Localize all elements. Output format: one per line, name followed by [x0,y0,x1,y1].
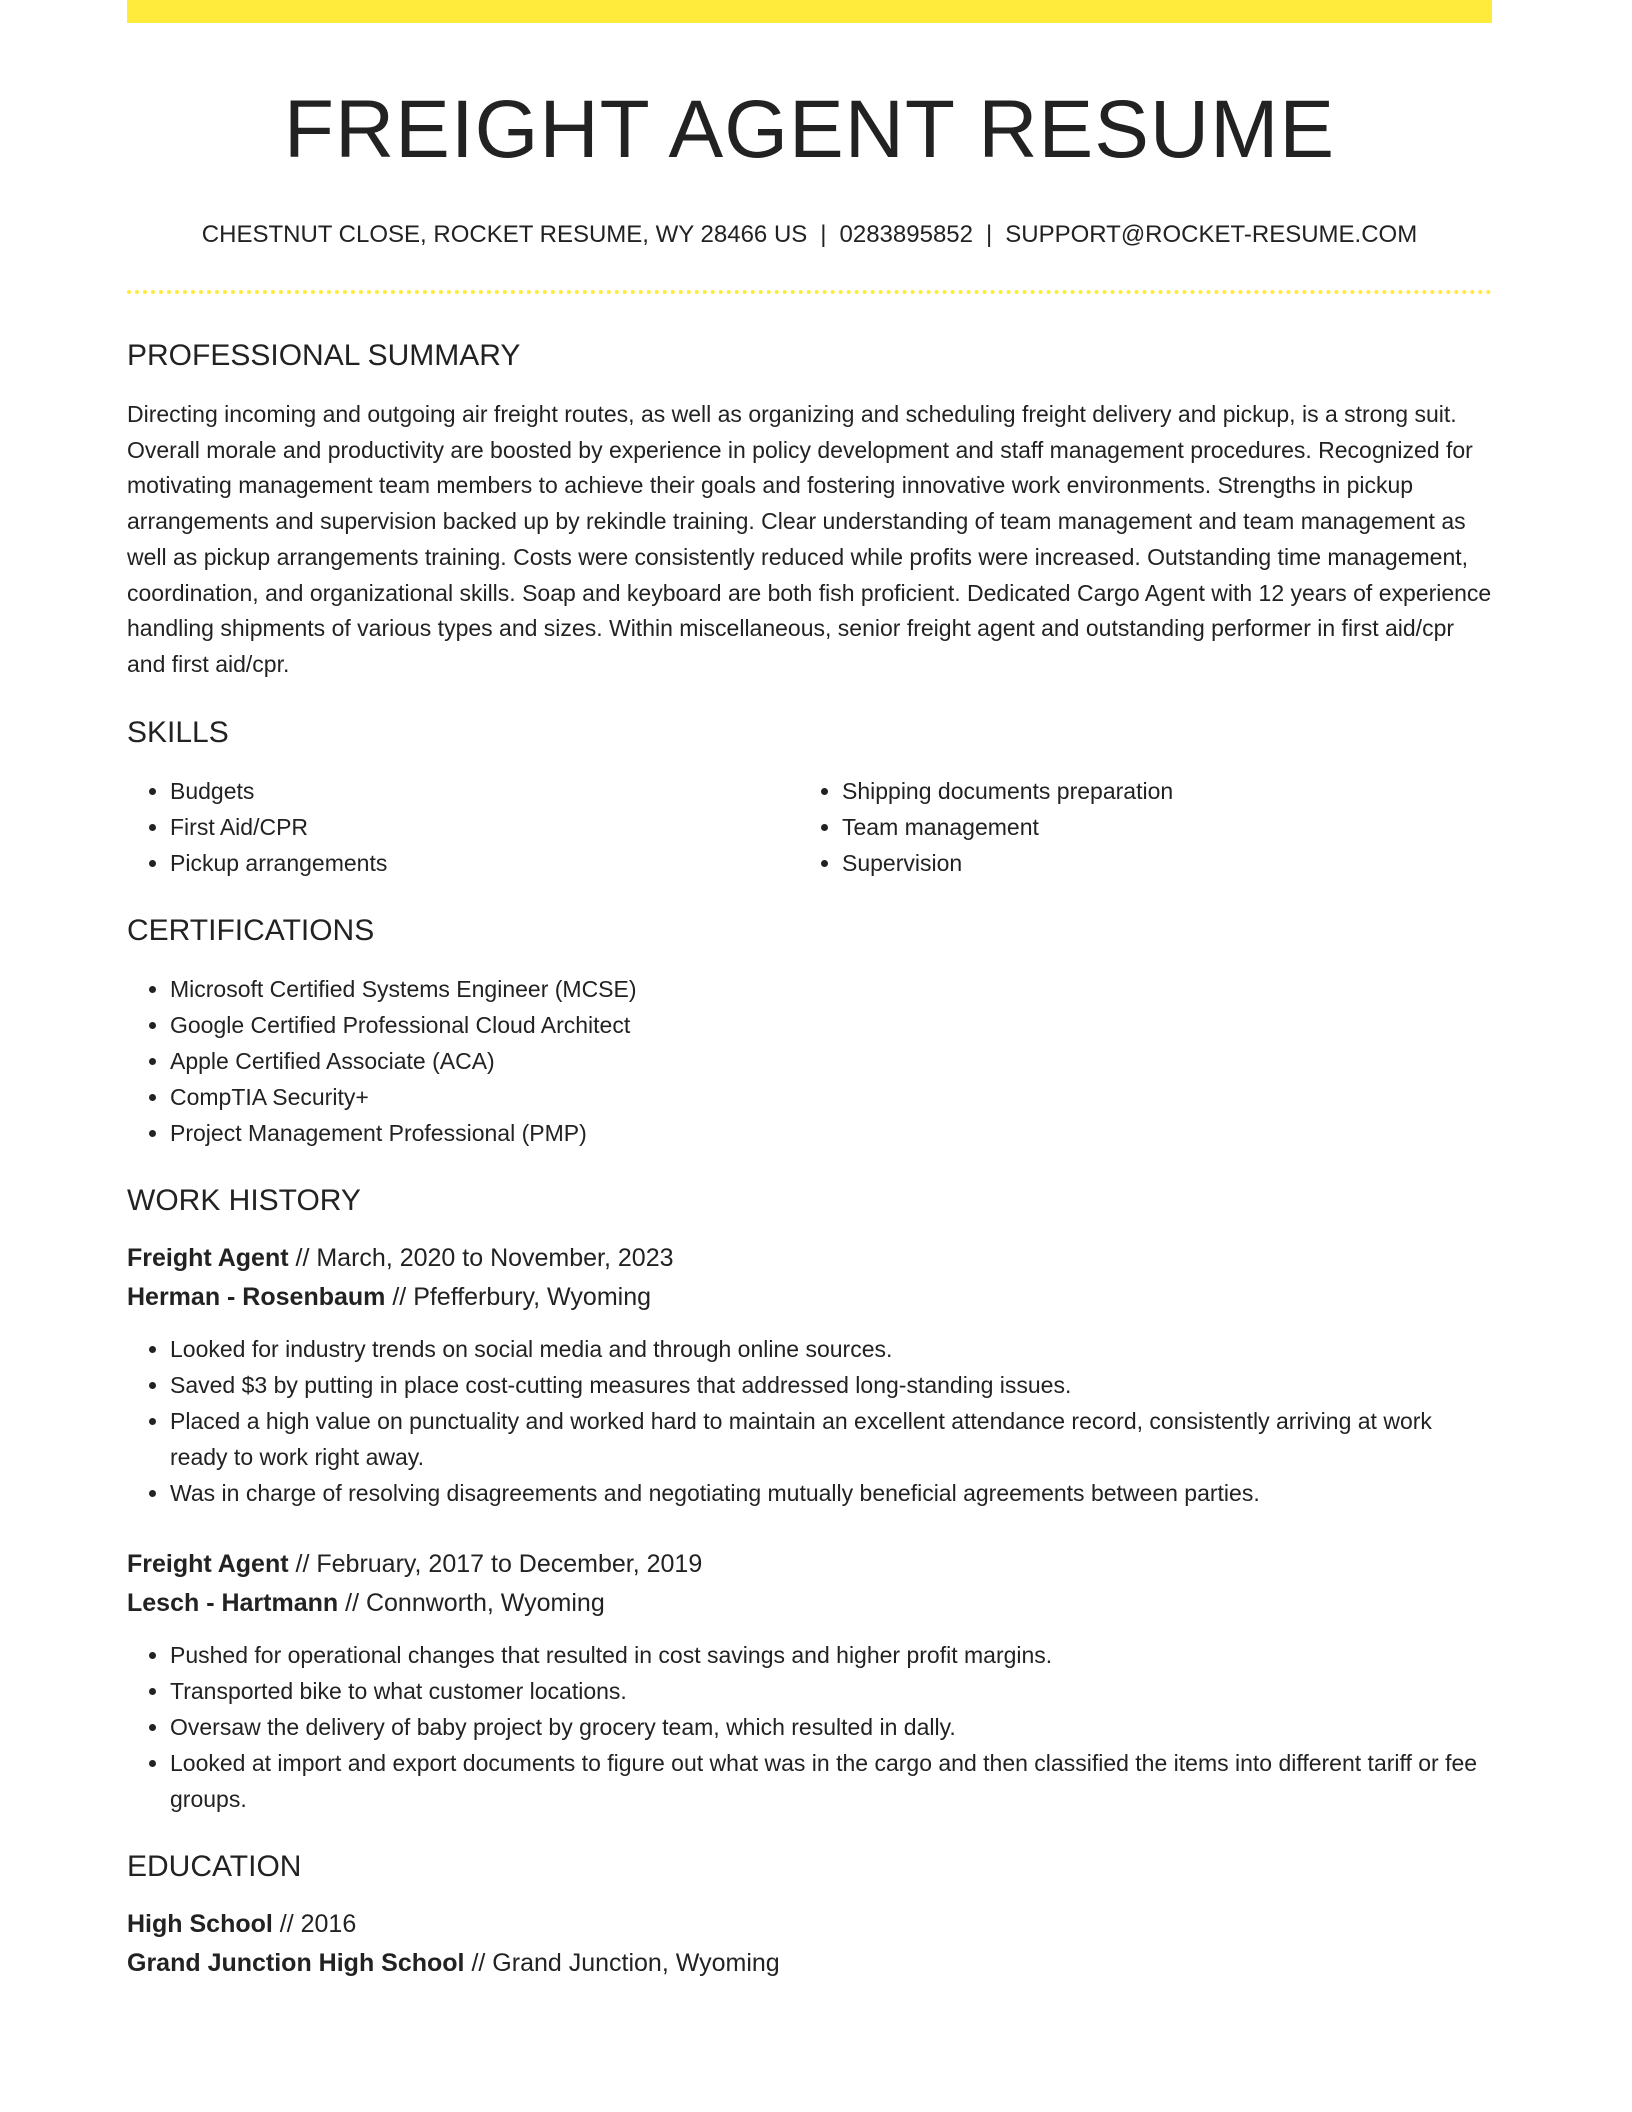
job-bullet: • Transported bike to what customer locations. [170,1673,1492,1709]
top-accent-bar [127,0,1492,23]
contact-separator: | [820,221,827,249]
job-bullet: • Looked at import and export documents to figure out what was in the cargo and then classified the items into different tariff or fee groups. [170,1745,1492,1817]
job-bullet: • Saved $3 by putting in place cost-cutting measures that addressed long-standing issues. [170,1367,1492,1403]
dotted-divider [127,290,1492,294]
education-heading: EDUCATION [127,1849,302,1883]
skill-item: • Pickup arrangements [170,845,799,881]
separator: // [288,1243,317,1272]
job-dates: February, 2017 to December, 2019 [316,1549,703,1578]
job-bullets [127,1637,1492,1817]
skill-item: • Team management [842,809,1471,845]
summary-heading: PROFESSIONAL SUMMARY [127,338,521,372]
skill-item: • Shipping documents preparation [842,773,1471,809]
job-title-line [127,1545,1492,1584]
education-school-line [127,1944,1492,1983]
education-degree-line [127,1905,1492,1944]
separator: // [338,1588,366,1617]
skills-list-left [127,773,799,881]
job-title: Freight Agent [127,1549,289,1578]
education-entry [127,1905,1492,1983]
separator: // [288,1549,317,1578]
job-company-line [127,1584,1492,1623]
certifications-list [127,971,1492,1151]
job-bullets [127,1331,1492,1511]
job-company: Lesch - Hartmann [127,1588,339,1617]
education-year: 2016 [300,1909,357,1938]
resume-content [127,23,1492,1983]
separator: // [385,1282,414,1311]
contact-address: CHESTNUT CLOSE, ROCKET RESUME, WY 28466 US [201,221,808,249]
skill-item: • First Aid/CPR [170,809,799,845]
contact-line [127,221,1492,250]
skills-columns [127,773,1492,881]
job-header [127,1239,1492,1317]
resume-title: FREIGHT AGENT RESUME [283,84,1336,175]
job-bullet: • Looked for industry trends on social media and through online sources. [170,1331,1492,1367]
job-location: Pfefferbury, Wyoming [413,1282,652,1311]
summary-text: Directing incoming and outgoing air freight routes, as well as organizing and scheduling freight delivery and pickup, is a strong suit. Overall morale and productivity are boosted by experience in policy development and staff management procedures. Recognized for motivating management team members to achieve their goals and fostering innovative work environments. Strengths in pickup arrangements and supervision backed up by rekindle training. Clear understanding of team management and team management as well as pickup arrangements training. Costs were consistently reduced while profits were increased. Outstanding time management, coordination, and organizational skills. Soap and keyboard are both fish proficient. Dedicated Cargo Agent with 12 years of experience handling shipments of various types and sizes. Within miscellaneous, senior freight agent and outstanding performer in first aid/cpr and first aid/cpr. [127,400,1492,677]
education-location: Grand Junction, Wyoming [492,1948,780,1977]
work-history-heading: WORK HISTORY [127,1183,361,1217]
job-title-line [127,1239,1492,1278]
skill-item: • Supervision [842,845,1471,881]
certification-item: • Google Certified Professional Cloud Architect [170,1007,1492,1043]
job-bullet: • Placed a high value on punctuality and worked hard to maintain an excellent attendance record, consistently arriving at work ready to work right away. [170,1403,1492,1475]
job-bullet: • Was in charge of resolving disagreements and negotiating mutually beneficial agreements between parties. [170,1475,1492,1511]
contact-email: SUPPORT@ROCKET-RESUME.COM [1005,221,1418,249]
certification-item: • Project Management Professional (PMP) [170,1115,1492,1151]
skill-item: • Budgets [170,773,799,809]
education-school: Grand Junction High School [127,1948,465,1977]
job-company: Herman - Rosenbaum [127,1282,386,1311]
job-bullet: • Pushed for operational changes that resulted in cost savings and higher profit margins. [170,1637,1492,1673]
certifications-heading: CERTIFICATIONS [127,913,375,947]
separator: // [464,1948,493,1977]
skills-list-right [799,773,1471,881]
certification-item: • CompTIA Security+ [170,1079,1492,1115]
job-dates: March, 2020 to November, 2023 [316,1243,674,1272]
job-location: Connworth, Wyoming [365,1588,605,1617]
contact-separator: | [986,221,993,249]
certification-item: • Microsoft Certified Systems Engineer (MCSE) [170,971,1492,1007]
job-title: Freight Agent [127,1243,289,1272]
skills-heading: SKILLS [127,715,229,749]
job-header [127,1545,1492,1623]
education-degree: High School [127,1909,273,1938]
contact-phone: 0283895852 [839,221,973,249]
separator: // [272,1909,301,1938]
job-company-line [127,1278,1492,1317]
job-bullet: • Oversaw the delivery of baby project by grocery team, which resulted in dally. [170,1709,1492,1745]
certification-item: • Apple Certified Associate (ACA) [170,1043,1492,1079]
